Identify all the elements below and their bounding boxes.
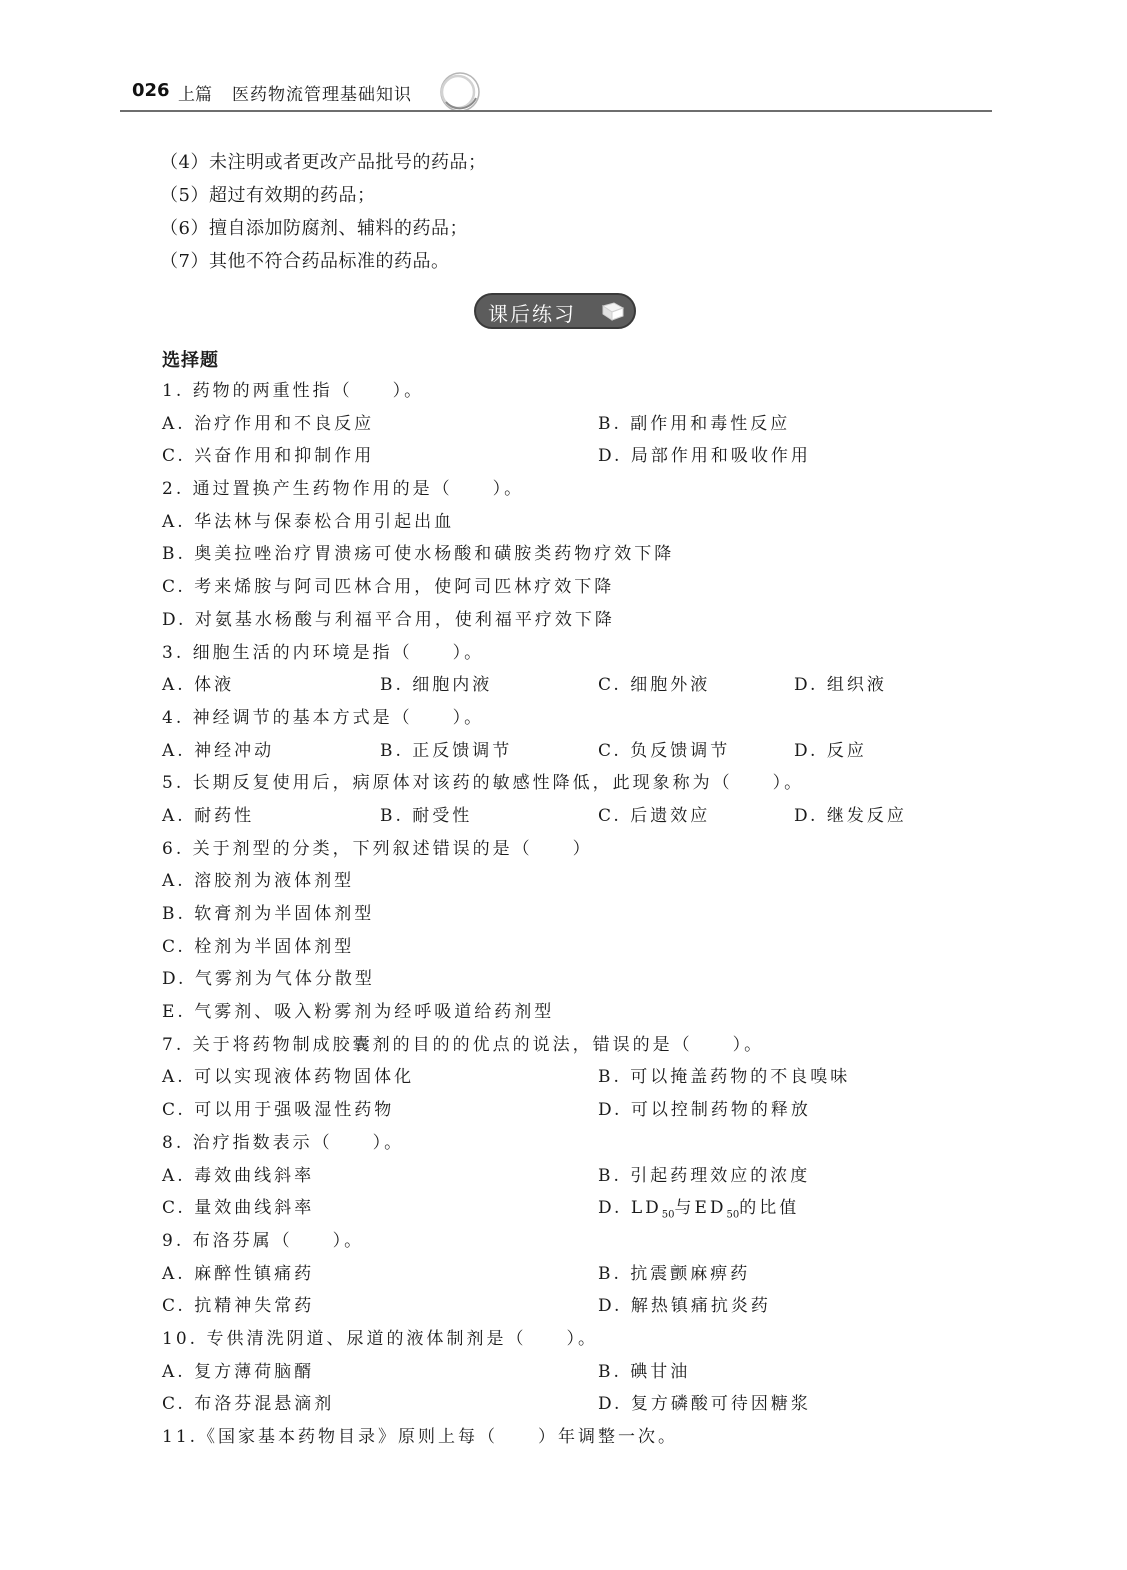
option-row bbox=[162, 735, 962, 768]
answer-option: D. 气雾剂为气体分散型 bbox=[162, 969, 375, 990]
intro-line: （5）超过有效期的药品； bbox=[160, 185, 376, 206]
question-stem: 2. 通过置换产生药物作用的是（ ）。 bbox=[162, 479, 525, 500]
option-row bbox=[162, 1356, 962, 1389]
answer-option: C. 布洛芬混悬滴剂 bbox=[162, 1394, 335, 1415]
answer-option: C. 兴奋作用和抑制作用 bbox=[162, 446, 375, 467]
answer-option: A. 体液 bbox=[162, 675, 235, 696]
book-title: 医药物流管理基础知识 bbox=[232, 85, 412, 105]
option-row bbox=[162, 1061, 962, 1094]
option-row bbox=[162, 865, 962, 898]
answer-option: C. 抗精神失常药 bbox=[162, 1296, 315, 1317]
answer-option: C. 负反馈调节 bbox=[598, 740, 731, 761]
section-title: 选择题 bbox=[162, 350, 219, 371]
question-stem: 7. 关于将药物制成胶囊剂的目的的优点的说法，错误的是（ ）。 bbox=[162, 1034, 765, 1055]
answer-option: D. 解热镇痛抗炎药 bbox=[598, 1296, 771, 1317]
answer-option: A. 复方薄荷脑醑 bbox=[162, 1361, 315, 1382]
option-row bbox=[162, 963, 962, 996]
answer-option: A. 治疗作用和不良反应 bbox=[162, 413, 375, 434]
question-stem: 5. 长期反复使用后，病原体对该药的敏感性降低，此现象称为（ ）。 bbox=[162, 773, 805, 794]
answer-option: D. $LD_{50}$与$ED_{50}$的比值 bbox=[598, 1198, 800, 1221]
answer-option: D. 局部作用和吸收作用 bbox=[598, 446, 811, 467]
question-stem: 6. 关于剂型的分类，下列叙述错误的是（ ） bbox=[162, 838, 593, 859]
intro-list bbox=[160, 146, 940, 278]
option-row bbox=[162, 1388, 962, 1421]
book-icon bbox=[600, 300, 626, 324]
answer-option: B. 引起药理效应的浓度 bbox=[598, 1165, 811, 1186]
answer-option: D. 反应 bbox=[794, 740, 867, 761]
question-stem: 10. 专供清洗阴道、尿道的液体制剂是（ ）。 bbox=[162, 1328, 598, 1349]
answer-option: B. 可以掩盖药物的不良嗅味 bbox=[598, 1067, 851, 1088]
option-row bbox=[162, 538, 962, 571]
answer-option: B. 副作用和毒性反应 bbox=[598, 413, 791, 434]
answer-option: E. 气雾剂、吸入粉雾剂为经呼吸道给药剂型 bbox=[162, 1002, 555, 1023]
question-list bbox=[162, 375, 962, 1454]
option-row bbox=[162, 440, 962, 473]
page-number: 026 bbox=[132, 80, 170, 101]
option-row bbox=[162, 604, 962, 637]
answer-option: B. 细胞内液 bbox=[380, 675, 493, 696]
answer-option: D. 继发反应 bbox=[794, 805, 907, 826]
answer-option: C. 量效曲线斜率 bbox=[162, 1198, 315, 1219]
answer-option: A. 毒效曲线斜率 bbox=[162, 1165, 315, 1186]
question-stem: 1. 药物的两重性指（ ）。 bbox=[162, 381, 425, 401]
answer-option: A. 神经冲动 bbox=[162, 740, 275, 761]
answer-option: C. 考来烯胺与阿司匹林合用，使阿司匹林疗效下降 bbox=[162, 577, 615, 598]
option-row bbox=[162, 669, 962, 702]
intro-line: （7）其他不符合药品标准的药品。 bbox=[160, 251, 450, 272]
intro-line: （4）未注明或者更改产品批号的药品； bbox=[160, 152, 487, 173]
option-row bbox=[162, 408, 962, 441]
option-row bbox=[162, 931, 962, 964]
answer-option: A. 华法林与保泰松合用引起出血 bbox=[162, 511, 455, 532]
answer-option: C. 可以用于强吸湿性药物 bbox=[162, 1100, 395, 1121]
answer-option: D. 复方磷酸可待因糖浆 bbox=[598, 1394, 811, 1415]
option-row bbox=[162, 800, 962, 833]
answer-option: B. 奥美拉唑治疗胃溃疡可使水杨酸和磺胺类药物疗效下降 bbox=[162, 544, 675, 565]
answer-option: C. 后遗效应 bbox=[598, 805, 711, 826]
answer-option: D. 可以控制药物的释放 bbox=[598, 1100, 811, 1121]
answer-option: B. 软膏剂为半固体剂型 bbox=[162, 904, 375, 924]
answer-option: C. 细胞外液 bbox=[598, 675, 711, 696]
answer-option: B. 抗震颤麻痹药 bbox=[598, 1263, 751, 1284]
option-row bbox=[162, 1258, 962, 1291]
question-stem: 3. 细胞生活的内环境是指（ ）。 bbox=[162, 642, 485, 663]
option-row bbox=[162, 1290, 962, 1323]
answer-option: A. 溶胶剂为液体剂型 bbox=[162, 871, 355, 892]
intro-line: （6）擅自添加防腐剂、辅料的药品； bbox=[160, 218, 468, 239]
option-row bbox=[162, 898, 962, 931]
option-row bbox=[162, 571, 962, 604]
option-row bbox=[162, 506, 962, 539]
ring-ornament-icon bbox=[436, 68, 484, 116]
question-stem: 4. 神经调节的基本方式是（ ）。 bbox=[162, 707, 485, 728]
answer-option: D. 对氨基水杨酸与利福平合用，使利福平疗效下降 bbox=[162, 609, 615, 630]
answer-option: B. 正反馈调节 bbox=[380, 740, 513, 761]
part-label: 上篇 bbox=[178, 85, 212, 105]
page-header bbox=[120, 74, 992, 114]
answer-option: A. 可以实现液体药物固体化 bbox=[162, 1067, 415, 1088]
answer-option: D. 组织液 bbox=[794, 675, 887, 696]
exercise-badge bbox=[474, 293, 636, 329]
answer-option: B. 碘甘油 bbox=[598, 1361, 691, 1382]
option-row bbox=[162, 1160, 962, 1193]
question-stem: 8. 治疗指数表示（ ）。 bbox=[162, 1132, 405, 1153]
header-rule bbox=[120, 110, 992, 112]
answer-option: A. 耐药性 bbox=[162, 805, 255, 826]
option-row bbox=[162, 996, 962, 1029]
answer-option: A. 麻醉性镇痛药 bbox=[162, 1263, 315, 1284]
answer-option: C. 栓剂为半固体剂型 bbox=[162, 936, 355, 957]
option-row bbox=[162, 1192, 962, 1225]
answer-option: B. 耐受性 bbox=[380, 805, 473, 826]
option-row bbox=[162, 1094, 962, 1127]
question-stem: 9. 布洛芬属（ ）。 bbox=[162, 1230, 365, 1251]
badge-label: 课后练习 bbox=[488, 302, 576, 326]
question-stem: 11.《国家基本药物目录》原则上每（ ）年调整一次。 bbox=[162, 1427, 679, 1447]
